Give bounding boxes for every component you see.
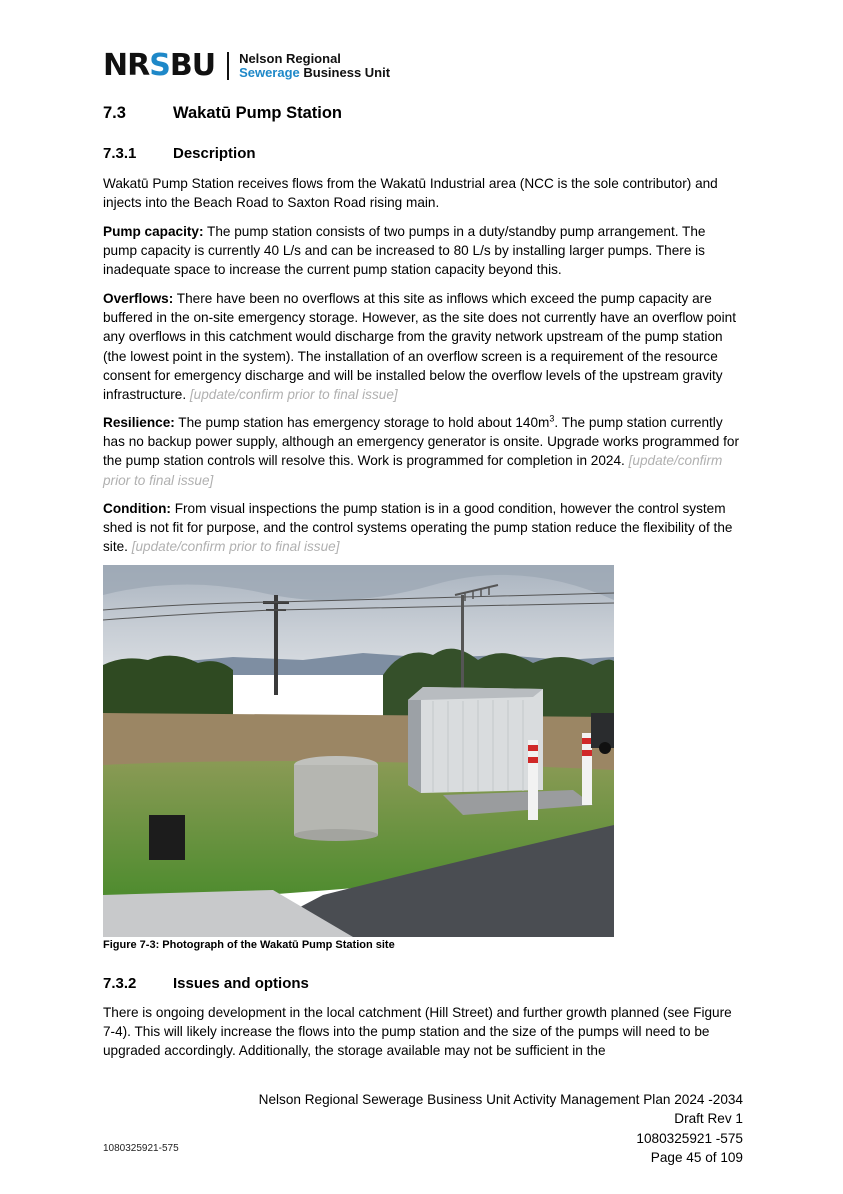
logo-business-unit: Business Unit	[299, 65, 391, 80]
section-title: Wakatū Pump Station	[173, 104, 342, 122]
overflows-text: There have been no overflows at this site as inflows which exceed the pump capacity are buffered in the on-site emergency storage. However, as the site does not currently have an overflow point any overflows in this catchment would discharge from the gravity network upstream of the pump station (the lowest point in the system). The installation of an overflow screen is a requirement of the resource consent for emergency discharge and will be installed below the overflow levels of the upstream gravity infrastructure.	[103, 291, 736, 403]
section-heading	[103, 104, 743, 123]
footer-doc-id: 1080325921-575	[103, 1143, 179, 1154]
overflows-block	[103, 289, 743, 404]
resilience-hint: [update/confirm prior to final issue]	[103, 453, 723, 488]
condition-label: Condition:	[103, 501, 171, 516]
pump-capacity-label: Pump capacity:	[103, 224, 204, 239]
resilience-block	[103, 413, 743, 490]
logo-mark	[103, 48, 215, 84]
logo-s: S	[149, 48, 170, 83]
resilience-text-b: . The pump station currently has no backup power supply, although an emergency generator is onsite. Upgrade works programmed for the pump station controls will resolve this. Work is programmed for completion in 2024.	[103, 415, 739, 469]
issues-title: Issues and options	[173, 975, 309, 992]
footer-revision: Draft Rev 1	[674, 1111, 743, 1127]
pump-capacity-block	[103, 222, 743, 280]
description-title: Description	[173, 145, 256, 162]
pump-capacity-text: The pump station consists of two pumps in a duty/standby pump arrangement. The pump capacity is currently 40 L/s and can be increased to 80 L/s by installing larger pumps. There is inadequate space to increase the current pump station capacity beyond this.	[103, 224, 706, 278]
logo-divider	[227, 52, 229, 80]
figure-caption: Figure 7-3: Photograph of the Wakatū Pump Station site	[103, 939, 395, 951]
logo-nr: NR	[103, 48, 150, 83]
resilience-text-a: The pump station has emergency storage to hold about 140m	[174, 415, 550, 430]
footer-plan-title: Nelson Regional Sewerage Business Unit Activity Management Plan 2024 -2034	[258, 1092, 743, 1107]
overflows-paragraph	[103, 289, 743, 404]
resilience-paragraph	[103, 413, 743, 490]
issues-heading	[103, 975, 743, 992]
overflows-hint: [update/confirm prior to final issue]	[189, 387, 398, 403]
issues-number: 7.3.2	[103, 975, 137, 992]
pump-capacity-paragraph	[103, 222, 743, 280]
nrsbu-logo	[103, 48, 390, 84]
footer-info	[259, 1090, 743, 1168]
logo-line1: Nelson Regional	[239, 51, 341, 66]
condition-text: From visual inspections the pump station is in a good condition, however the control system shed is not fit for purpose, and the control systems operating the pump station reduce the flexibility of the site.	[103, 501, 733, 555]
overflows-label: Overflows:	[103, 291, 174, 306]
issues-paragraph: There is ongoing development in the local catchment (Hill Street) and further growth planned (see Figure 7-4). This will likely increase the flows into the pump station and the size of the pumps will need to be upgraded accordingly. Additionally, the storage available may not be sufficient in the	[103, 1005, 732, 1059]
logo-bu: BU	[169, 48, 216, 83]
logo-line2	[239, 66, 390, 80]
description-number: 7.3.1	[103, 145, 137, 162]
logo-sewerage: Sewerage	[239, 65, 300, 80]
footer-reference: 1080325921 -575	[636, 1130, 743, 1146]
condition-hint: [update/confirm prior to final issue]	[131, 539, 340, 555]
resilience-label: Resilience:	[103, 415, 175, 430]
issues-block	[103, 1003, 743, 1061]
intro-paragraph: Wakatū Pump Station receives flows from the Wakatū Industrial area (NCC is the sole contributor) and injects into the Beach Road to Saxton Road rising main.	[103, 176, 718, 211]
condition-paragraph	[103, 499, 743, 557]
section-number: 7.3	[103, 104, 126, 122]
logo-text	[239, 52, 390, 80]
condition-block	[103, 499, 743, 557]
description-intro	[103, 174, 743, 212]
description-heading	[103, 145, 743, 162]
resilience-superscript: 3	[549, 413, 555, 424]
footer-page-number: Page 45 of 109	[650, 1150, 743, 1166]
pump-station-photo	[103, 565, 614, 937]
